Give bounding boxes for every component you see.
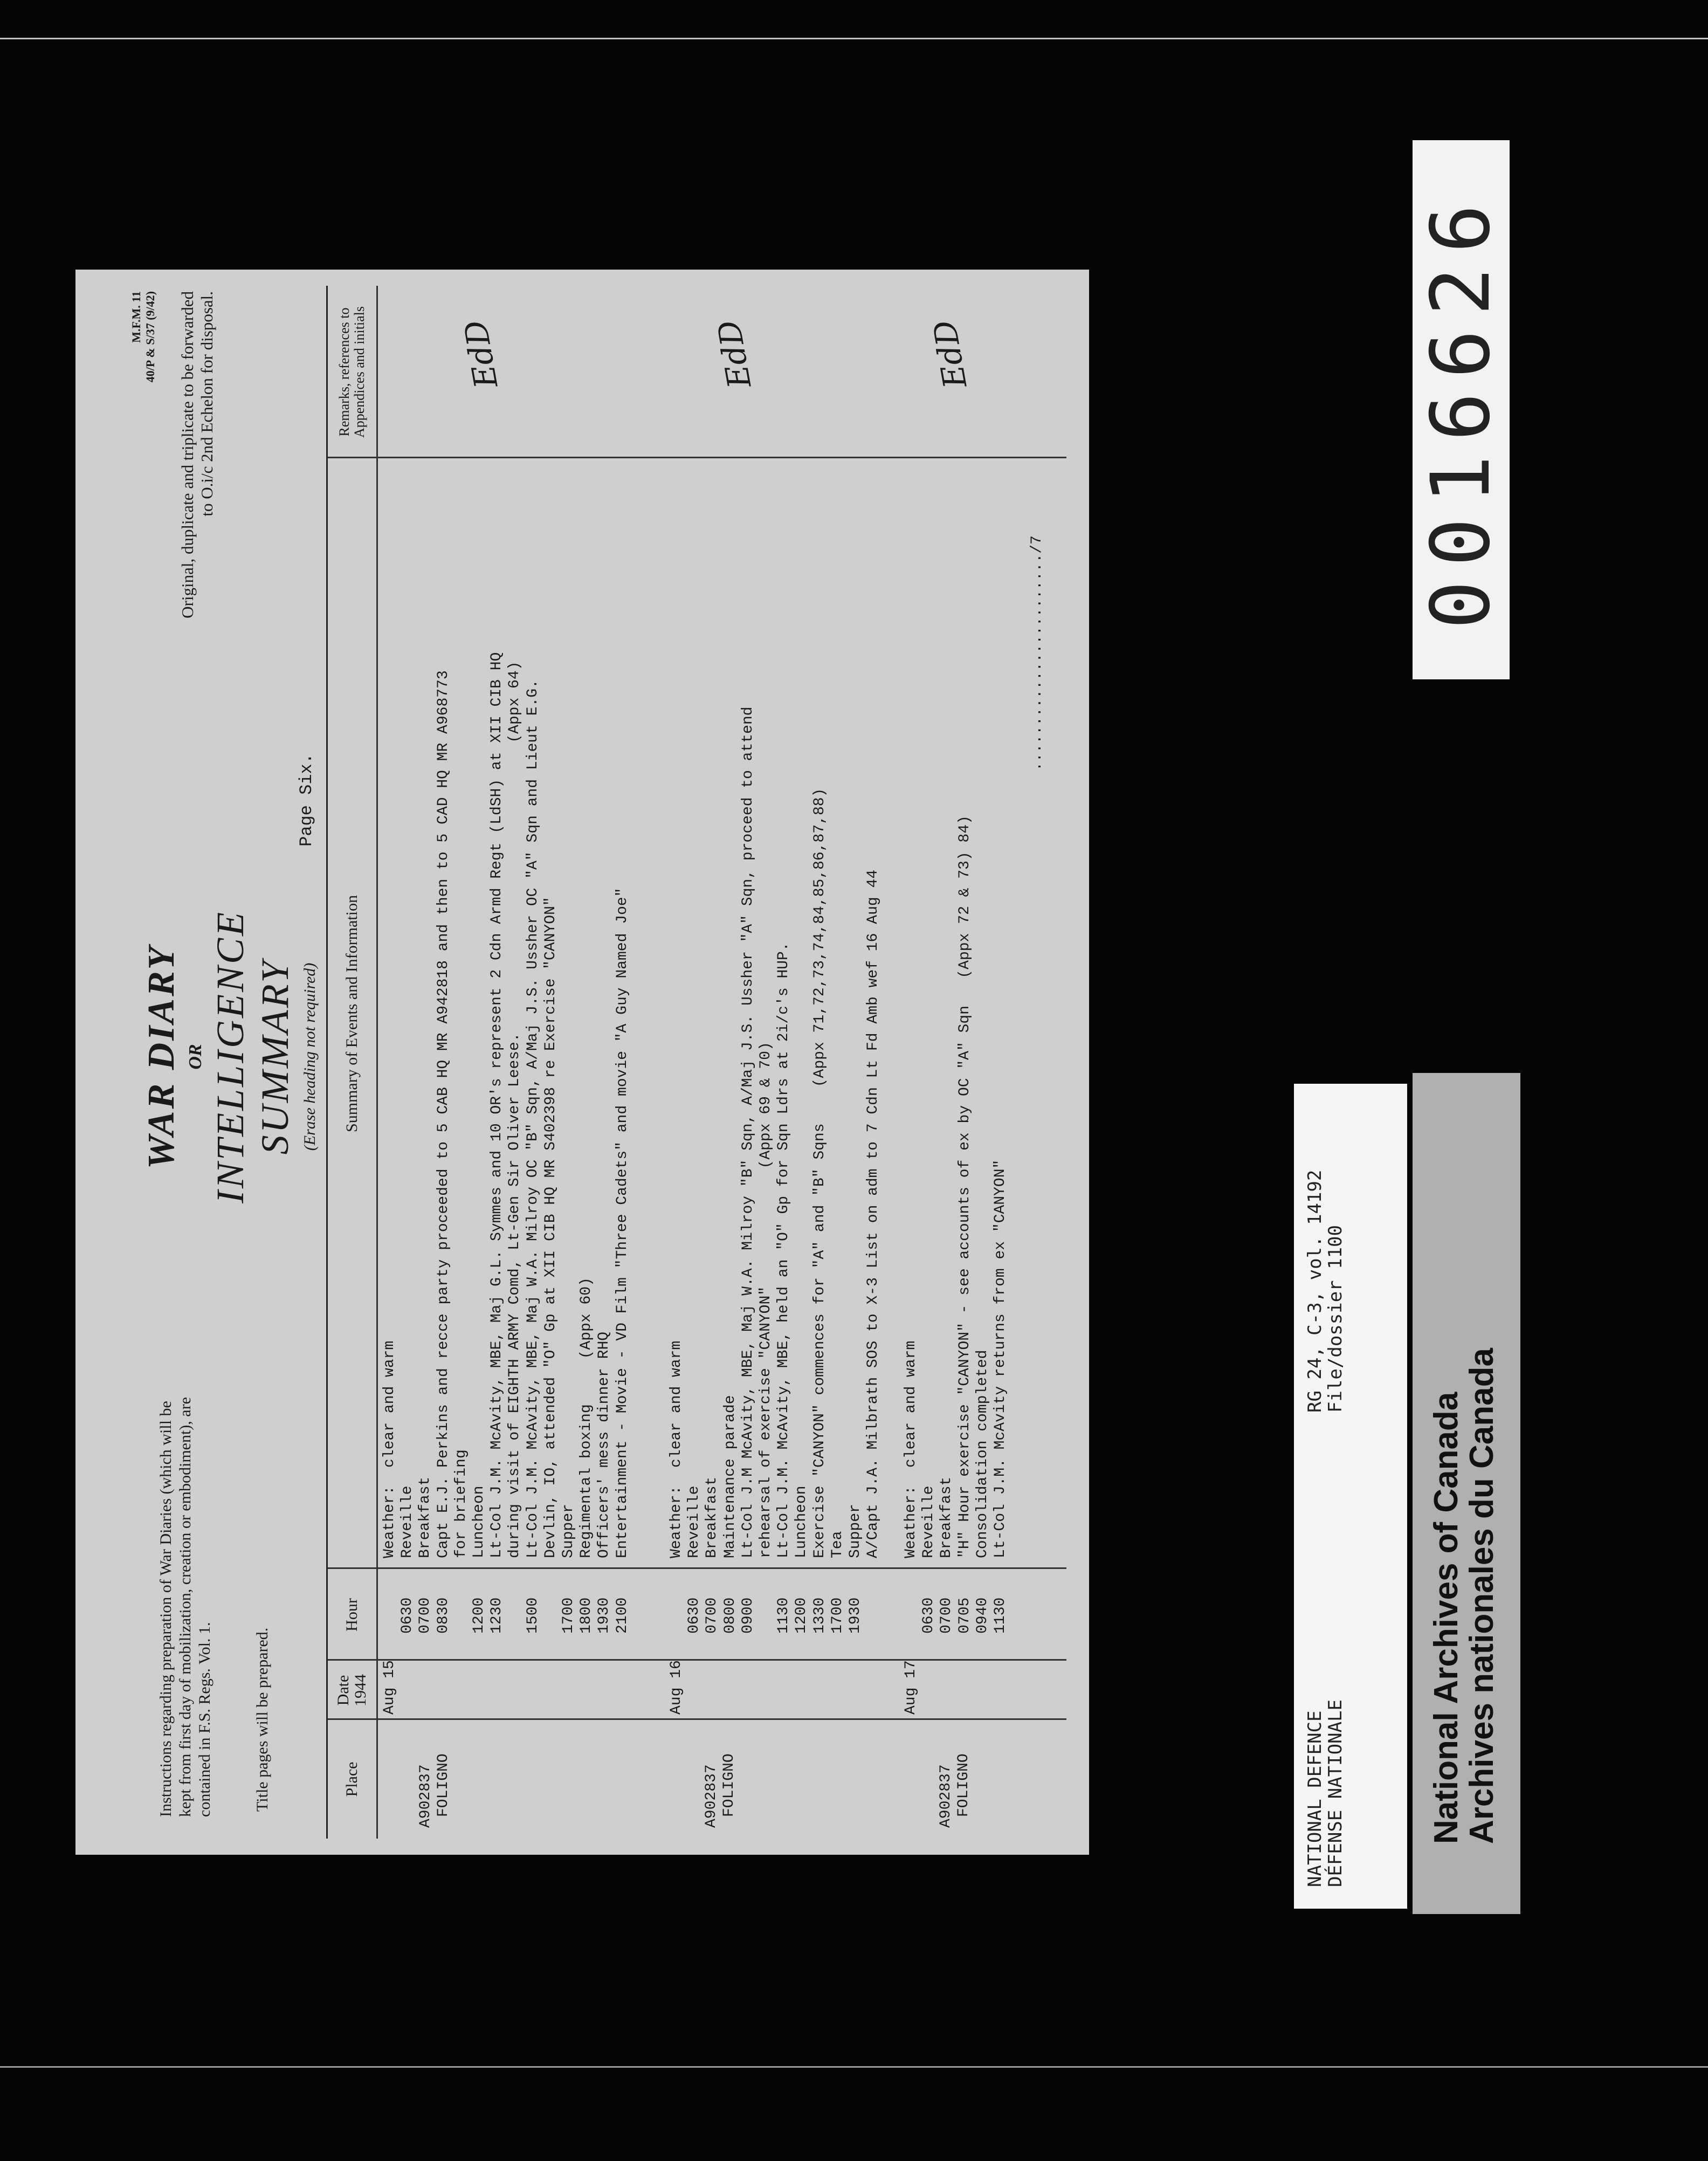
department-en: NATIONAL DEFENCE [1304, 1710, 1326, 1887]
continuation-marker: ......................../7 [1029, 535, 1045, 771]
hour-entries: 0630 0700 0705 0940 1130 [920, 1597, 1009, 1634]
instructions-text: Instructions regarding preparation of War Diaries (which will be kept from first day of mobilization, creation or embodiment), are contained in F.S. Regs. Vol. 1. [157, 1397, 214, 1817]
date-entry: Aug 16 [668, 1660, 685, 1715]
place-entry: A902837 [938, 1764, 954, 1828]
department-fr: DÉFENSE NATIONALE [1325, 1699, 1346, 1887]
war-diary-sheet [75, 270, 1089, 1855]
event-entries: Weather: clear and warm Reveille Breakfast Maintenance parade Lt-Col J.M McAvity, MBE, Maj W.A. Milroy "B" Sqn, A/Maj J.S. Ussher "A" Sqn, proceed to attend rehearsal of exercise "CANYON" (Appx 69 & 70) Lt-Col J.M. McAvity, MBE, held an "O" Gp for Sqn Ldrs at 2i/c's HUP. Luncheon Exercise "CANYON" commences for "A" and "B" Sqns (Appx 71,72,73,74,84,85,86,87,88) Tea Supper A/Capt J.A. Milbrath SOS to X-3 List on adm to 7 Cdn Lt Fd Amb wef 16 Aug 44 [668, 706, 882, 1558]
reference-label [1294, 1084, 1407, 1909]
archives-label [1413, 1073, 1520, 1914]
film-edge-top [0, 38, 1708, 39]
date-entry: Aug 17 [903, 1660, 919, 1715]
diary-title: WAR DIARY [141, 944, 182, 1169]
place-entry: A902837 [417, 1764, 434, 1828]
place-entry: FOLIGNO [955, 1753, 972, 1817]
erase-note: (Erase heading not required) [301, 962, 319, 1151]
frame-number: 0016626 [1414, 190, 1508, 630]
column-place: Place [343, 1761, 361, 1797]
initials-signature: EdD [457, 318, 505, 391]
archives-name-en: National Archives of Canada [1428, 1392, 1465, 1844]
form-ref-line-1: M.F.M. 11 [129, 291, 143, 343]
frame-number-strip [1413, 140, 1510, 679]
place-entry: FOLIGNO [435, 1753, 452, 1817]
column-year-label: 1944 [352, 1674, 369, 1706]
column-divider [328, 1718, 1066, 1720]
column-summary: Summary of Events and Information [343, 895, 361, 1132]
column-remarks: Remarks, references to Appendices and initials [336, 306, 367, 438]
title-pages-note: Title pages will be prepared. [253, 1627, 271, 1812]
hour-entries: 0630 0700 0800 0900 1130 1200 1330 1700 1930 [686, 1597, 864, 1634]
initials-signature: EdD [710, 318, 759, 391]
column-date [328, 1661, 376, 1720]
event-entries: Weather: clear and warm Reveille Breakfast Capt E.J. Perkins and recce party proceeded to 5 CAB HQ MR A942818 and then to 5 CAD HQ MR A968773 for briefing Luncheon Lt-Col J.M. McAvity, MBE, Maj G.L. Symmes and 10 OR's represent 2 Cdn Armd Regt (LdSH) at XII CIB HQ during visit of EIGHTH ARMY Comd, Lt-Gen Sir Oliver Leese. (Appx 64) Lt-Col J.M. McAvity, MBE, Maj W.A. Milroy OC "B" Sqn, A/Maj J.S. Ussher OC "A" Sqn and Lieut E.G. Devlin, IO, attended "O" Gp at XII CIB HQ MR S402398 re Exercise "CANYON" Supper Regimental boxing (Appx 60) Officers' mess dinner RHQ Entertainment - Movie - VD Film "Three Cadets" and movie "A Guy Named Joe" [381, 652, 631, 1558]
hour-entries: 0630 0700 0830 1200 1230 1500 1700 1800 1930 2100 [399, 1597, 631, 1634]
column-divider [328, 457, 1066, 458]
diary-subtitle: INTELLIGENCE SUMMARY [209, 910, 297, 1204]
diary-title-or: OR [185, 1044, 205, 1070]
original-note: Original, duplicate and triplicate to be forwarded to O.i/c 2nd Echelon for disposal. [178, 291, 216, 618]
war-diary-page [75, 270, 1089, 1855]
form-reference [129, 291, 157, 382]
record-group [1305, 1170, 1346, 1413]
reference-label-text [1294, 1084, 1407, 1909]
event-entries: Weather: clear and warm Reveille Breakfast "H" Hour exercise "CANYON" - see accounts of ex by OC "A" Sqn (Appx 72 & 73) 84) Consolidation completed Lt-Col J.M. McAvity returns from ex "CANYON" [903, 815, 1009, 1558]
form-ref-line-2: 40/P & S/37 (9/42) [143, 291, 157, 383]
place-entry: FOLIGNO [721, 1753, 738, 1817]
column-divider [328, 1659, 1066, 1661]
date-entry: Aug 15 [381, 1660, 398, 1715]
place-entry: A902837 [703, 1764, 720, 1828]
file-dossier: File/dossier 1100 [1325, 1225, 1346, 1413]
record-group-volume: RG 24, C-3, vol. 14192 [1304, 1169, 1326, 1413]
archives-name-fr: Archives nationales du Canada [1463, 1348, 1500, 1844]
column-date-label: Date [334, 1675, 352, 1706]
diary-table [326, 286, 1066, 1839]
archives-name [1429, 1348, 1500, 1844]
page-number: Page Six. [297, 753, 316, 846]
archives-label-text [1413, 1073, 1520, 1914]
column-divider [328, 1567, 1066, 1569]
film-edge-bottom [0, 2066, 1708, 2068]
initials-signature: EdD [926, 318, 974, 391]
header-rule [376, 286, 378, 1839]
diary-title-block [140, 814, 319, 1299]
column-hour: Hour [343, 1598, 361, 1632]
department-name [1305, 1699, 1346, 1887]
